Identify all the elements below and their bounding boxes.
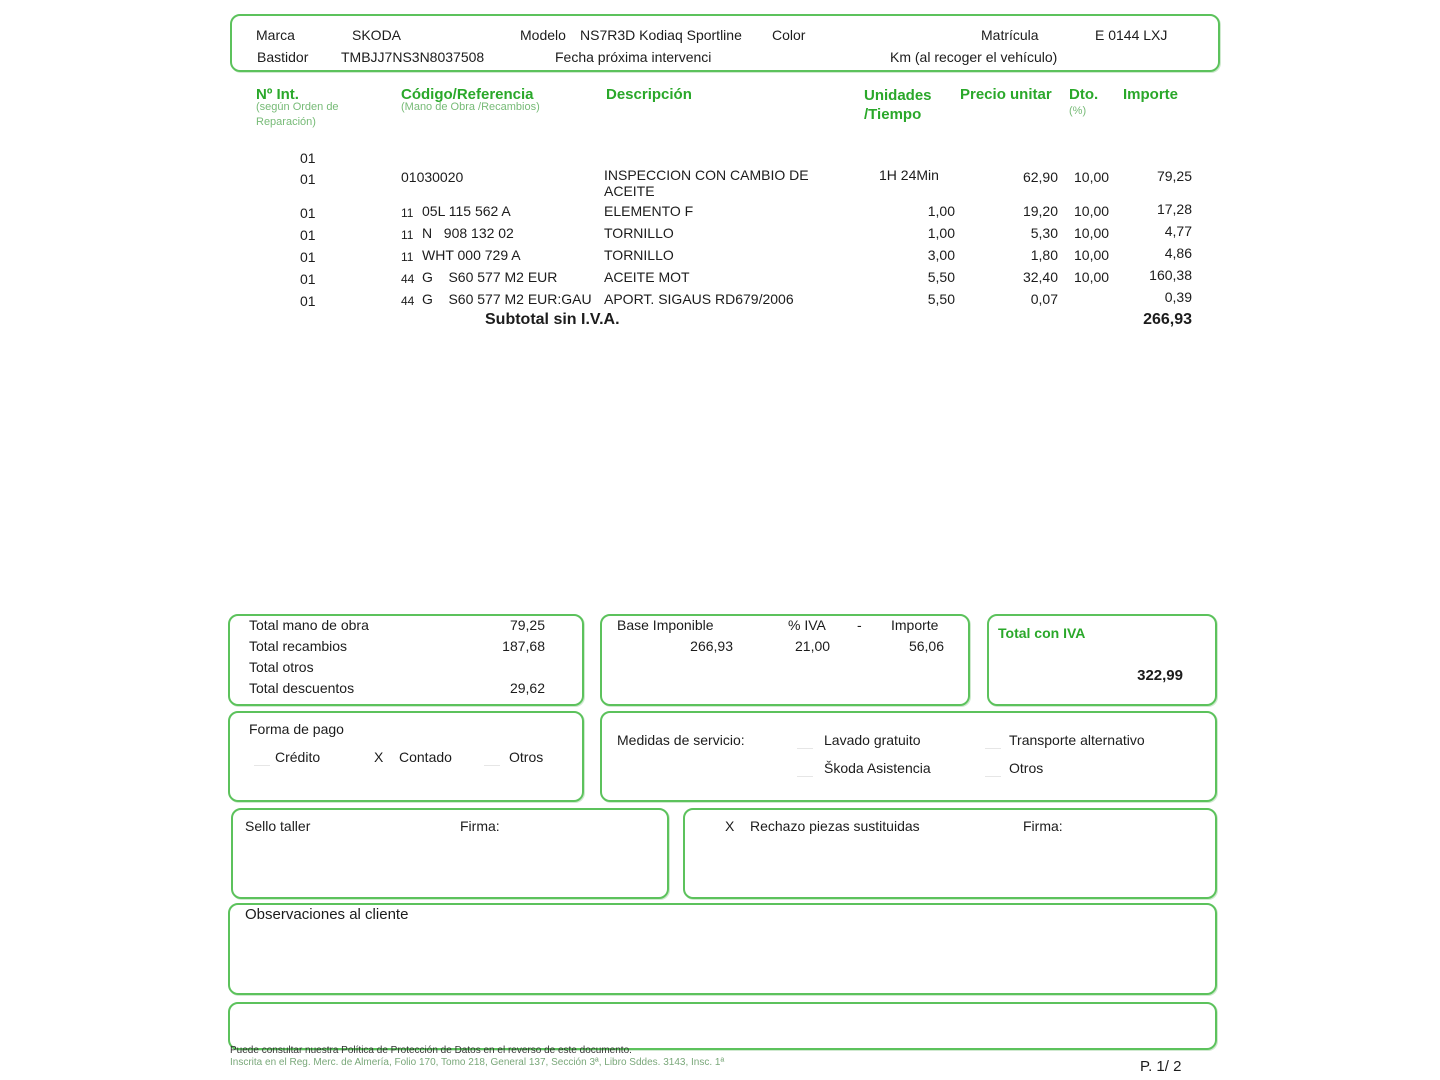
empty-box bbox=[228, 1002, 1217, 1050]
observaciones-label: Observaciones al cliente bbox=[245, 906, 409, 923]
base-imponible-label: Base Imponible bbox=[617, 617, 714, 633]
table-row-descripcion: ELEMENTO F bbox=[604, 203, 694, 219]
iva-importe-label: Importe bbox=[891, 617, 939, 633]
km-label: Km (al recoger el vehículo) bbox=[890, 49, 1058, 65]
header-n-int: Nº Int. bbox=[256, 86, 299, 103]
table-row-precio: 32,40 bbox=[1022, 269, 1058, 285]
rechazo-label: Rechazo piezas sustituidas bbox=[750, 818, 920, 834]
table-row-unidades: 1,00 bbox=[927, 203, 955, 219]
table-row-descripcion: ACEITE MOT bbox=[604, 269, 690, 285]
table-row-precio: 0,07 bbox=[1030, 291, 1058, 307]
transporte-label: Transporte alternativo bbox=[1009, 732, 1145, 748]
table-row-descripcion: TORNILLO bbox=[604, 225, 674, 241]
lavado-checkbox[interactable] bbox=[797, 732, 813, 749]
table-row-n-int: 01 bbox=[300, 171, 316, 187]
transporte-checkbox[interactable] bbox=[985, 732, 1001, 749]
table-row-dto: 10,00 bbox=[1074, 169, 1110, 185]
iva-pct-value: 21,00 bbox=[795, 638, 831, 654]
base-imponible-value: 266,93 bbox=[690, 638, 733, 654]
asistencia-checkbox[interactable] bbox=[797, 760, 813, 777]
bastidor-label: Bastidor bbox=[257, 49, 309, 65]
firma-taller-label: Firma: bbox=[460, 818, 500, 834]
table-row-codigo: G S60 577 M2 EUR:GAU bbox=[422, 291, 592, 307]
table-row-importe: 0,39 bbox=[1164, 289, 1192, 305]
table-row-descripcion: APORT. SIGAUS RD679/2006 bbox=[604, 291, 794, 307]
table-row-unidades: 1H 24Min bbox=[879, 167, 939, 183]
total-recambios-label: Total recambios bbox=[249, 638, 348, 654]
table-row-prefix: 11 bbox=[401, 228, 414, 242]
table-row-precio: 19,20 bbox=[1022, 203, 1058, 219]
table-row-codigo: N 908 132 02 bbox=[422, 225, 514, 241]
table-row-importe: 17,28 bbox=[1156, 201, 1192, 217]
contado-check-mark[interactable]: X bbox=[374, 749, 384, 765]
table-row-codigo: 05L 115 562 A bbox=[422, 203, 511, 219]
header-precio: Precio unitar bbox=[960, 86, 1052, 103]
header-codigo: Código/Referencia bbox=[401, 86, 534, 103]
modelo-value: NS7R3D Kodiaq Sportline bbox=[580, 27, 742, 43]
table-row-unidades: 5,50 bbox=[927, 269, 955, 285]
table-row-n-int: 01 bbox=[300, 205, 316, 221]
table-row-n-int: 01 bbox=[300, 150, 316, 166]
color-label: Color bbox=[772, 27, 806, 43]
table-row-prefix: 44 bbox=[401, 294, 415, 308]
table-row-precio: 1,80 bbox=[1030, 247, 1058, 263]
total-con-iva-value: 322,99 bbox=[1137, 667, 1183, 684]
bastidor-value: TMBJJ7NS3N8037508 bbox=[341, 49, 485, 65]
credito-checkbox[interactable] bbox=[254, 749, 270, 766]
otros-pago-checkbox[interactable] bbox=[484, 749, 500, 766]
total-mano-obra-value: 79,25 bbox=[509, 617, 545, 633]
matricula-value: E 0144 LXJ bbox=[1095, 27, 1168, 43]
total-descuentos-value: 29,62 bbox=[509, 680, 545, 696]
table-row-prefix: 11 bbox=[401, 250, 414, 264]
table-row-unidades: 1,00 bbox=[927, 225, 955, 241]
header-dto-sub: (%) bbox=[1069, 105, 1087, 117]
table-row-precio: 5,30 bbox=[1030, 225, 1058, 241]
otros-servicio-label: Otros bbox=[1009, 760, 1044, 776]
otros-servicio-checkbox[interactable] bbox=[985, 760, 1001, 777]
otros-pago-label: Otros bbox=[509, 749, 544, 765]
table-row-precio: 62,90 bbox=[1022, 169, 1058, 185]
table-row-importe: 79,25 bbox=[1156, 168, 1192, 184]
total-recambios-value: 187,68 bbox=[502, 638, 545, 654]
table-row-importe: 160,38 bbox=[1149, 267, 1192, 283]
table-row-codigo: 01030020 bbox=[401, 169, 464, 185]
header-dto: Dto. bbox=[1069, 86, 1099, 103]
lavado-label: Lavado gratuito bbox=[824, 732, 921, 748]
rechazo-check-mark[interactable]: X bbox=[725, 818, 735, 834]
table-row-unidades: 5,50 bbox=[927, 291, 955, 307]
table-row-n-int: 01 bbox=[300, 293, 316, 309]
table-row-descripcion: TORNILLO bbox=[604, 247, 674, 263]
table-row-dto: 10,00 bbox=[1074, 203, 1110, 219]
header-unidades: Unidades /Tiempo bbox=[864, 87, 932, 123]
sello-taller-label: Sello taller bbox=[245, 818, 311, 834]
iva-dash: - bbox=[857, 617, 862, 633]
table-row-codigo: G S60 577 M2 EUR bbox=[422, 269, 558, 285]
table-row-n-int: 01 bbox=[300, 249, 316, 265]
table-row-n-int: 01 bbox=[300, 227, 316, 243]
header-importe: Importe bbox=[1123, 86, 1179, 103]
table-row-n-int: 01 bbox=[300, 271, 316, 287]
footer-registry-note: Inscrita en el Reg. Merc. de Almería, Folio 170, Tomo 218, General 137, Sección 3ª, Libro Sddes. 3143, Insc. 1ª bbox=[230, 1057, 725, 1068]
marca-label: Marca bbox=[256, 27, 295, 43]
matricula-label: Matrícula bbox=[981, 27, 1039, 43]
credito-label: Crédito bbox=[275, 749, 321, 765]
fecha-proxima-label: Fecha próxima intervenci bbox=[555, 49, 712, 65]
modelo-label: Modelo bbox=[520, 27, 566, 43]
firma-cliente-label: Firma: bbox=[1023, 818, 1063, 834]
table-row-importe: 4,77 bbox=[1164, 223, 1192, 239]
subtotal-value: 266,93 bbox=[1143, 311, 1192, 328]
forma-pago-title: Forma de pago bbox=[249, 721, 344, 737]
page-number: P. 1/ 2 bbox=[1140, 1058, 1182, 1075]
table-row-dto: 10,00 bbox=[1074, 247, 1110, 263]
contado-label: Contado bbox=[399, 749, 452, 765]
iva-pct-label: % IVA bbox=[788, 617, 826, 633]
table-row-codigo: WHT 000 729 A bbox=[422, 247, 521, 263]
subtotal-label: Subtotal sin I.V.A. bbox=[485, 311, 620, 328]
header-descripcion: Descripción bbox=[606, 86, 692, 103]
footer-privacy-note: Puede consultar nuestra Política de Protección de Datos en el reverso de este documento. bbox=[230, 1045, 632, 1056]
asistencia-label: Škoda Asistencia bbox=[824, 760, 931, 776]
total-mano-obra-label: Total mano de obra bbox=[249, 617, 369, 633]
table-row-prefix: 44 bbox=[401, 272, 415, 286]
table-row-unidades: 3,00 bbox=[927, 247, 955, 263]
table-row-dto: 10,00 bbox=[1074, 269, 1110, 285]
total-otros-label: Total otros bbox=[249, 659, 314, 675]
medidas-servicio-box bbox=[600, 711, 1217, 802]
marca-value: SKODA bbox=[352, 27, 402, 43]
total-con-iva-label: Total con IVA bbox=[998, 625, 1086, 641]
table-row-prefix: 11 bbox=[401, 206, 414, 220]
header-codigo-sub: (Mano de Obra /Recambios) bbox=[401, 101, 540, 113]
medidas-servicio-title: Medidas de servicio: bbox=[617, 732, 745, 748]
table-row-dto: 10,00 bbox=[1074, 225, 1110, 241]
total-descuentos-label: Total descuentos bbox=[249, 680, 355, 696]
table-row-importe: 4,86 bbox=[1164, 245, 1192, 261]
header-n-int-sub: (según Orden de Reparación) bbox=[256, 101, 339, 128]
table-row-descripcion: INSPECCION CON CAMBIO DE ACEITE bbox=[604, 167, 809, 199]
iva-importe-value: 56,06 bbox=[908, 638, 944, 654]
